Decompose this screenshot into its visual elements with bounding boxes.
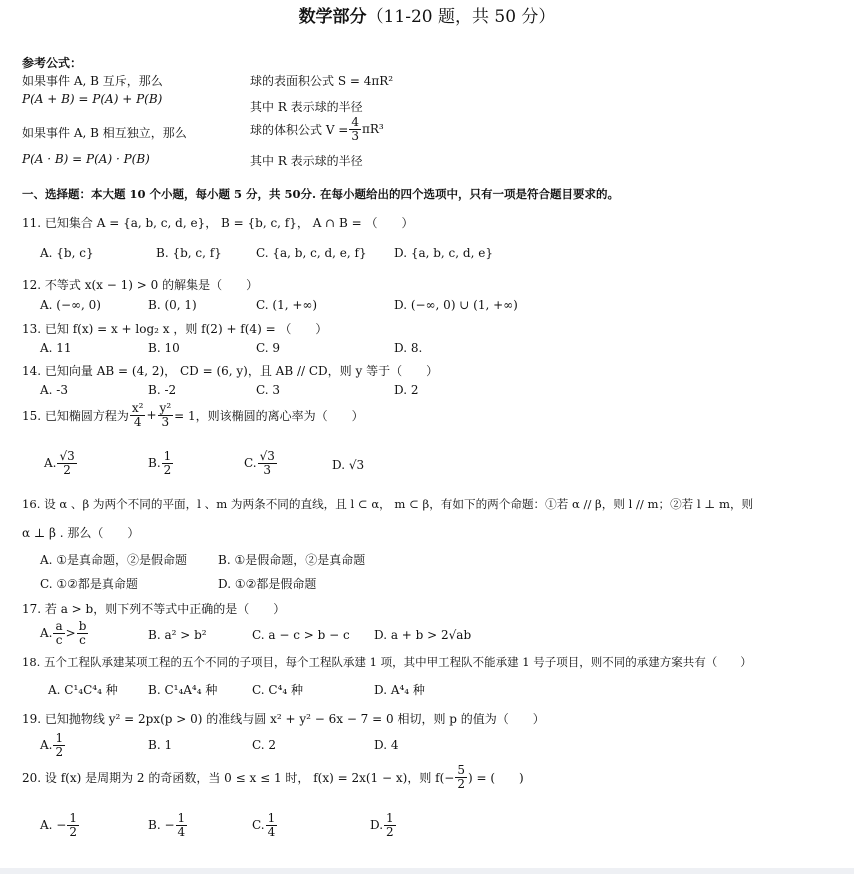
page-bottom-strip <box>0 868 854 874</box>
q18-option-a: A. C¹₄C⁴₄ 种 <box>48 683 118 697</box>
q20-option-a: A. − $\frac{1}{2}$ <box>40 811 77 839</box>
title-main: 数学部分 <box>298 7 367 27</box>
section-heading: 一、选择题：本大题 10 个小题，每小题 5 分，共 50分. 在每小题给出的四个选项中，只有一项是符合题目要求的。 <box>22 187 620 201</box>
q19-option-b: B. 1 <box>148 738 173 752</box>
formula-independent: P(A · B) = P(A) · P(B) <box>22 152 150 166</box>
q17-option-b: B. a² > b² <box>148 628 207 642</box>
q18-option-b: B. C¹₄A⁴₄ 种 <box>148 683 218 697</box>
volume-fraction: $\frac{4}{3}$ <box>351 115 359 143</box>
q11-option-d: D. {a, b, c, d, e} <box>394 246 493 260</box>
q15-y-fraction: $\frac{\text{y²}}{3}$ <box>159 401 172 429</box>
q15-option-a: A. $\frac{√3}{2}$ <box>44 449 75 477</box>
q18-stem: 18. 五个工程队承建某项工程的五个不同的子项目，每个工程队承建 1 项，其中甲工程队不能承建 1 号子项目，则不同的承建方案共有（ ） <box>22 655 752 669</box>
formula-sphere-volume: 球的体积公式 V = $\frac{4}{3}$ πR³ <box>250 115 384 143</box>
q14-option-d: D. 2 <box>394 383 419 397</box>
q15-option-c: C. $\frac{√3}{3}$ <box>244 449 275 477</box>
q11-stem: 11. 已知集合 A = {a, b, c, d, e}， B = {b, c, f}， A ∩ B = （ ） <box>22 216 414 230</box>
formula-independent-condition: 如果事件 A, B 相互独立，那么 <box>22 126 187 140</box>
q13-option-d: D. 8. <box>394 341 423 355</box>
q20-option-c: C. $\frac{1}{4}$ <box>252 811 276 839</box>
q15-stem: 15. 已知椭圆方程为 $\frac{\text{x²}}{4}$ + $\frac{\text{y²}}{3}$ = 1，则该椭圆的离心率为（ ） <box>22 401 364 429</box>
q13-option-a: A. 11 <box>40 341 72 355</box>
q12-option-b: B. (0, 1) <box>148 298 197 312</box>
q20-option-d: D. $\frac{1}{2}$ <box>370 811 394 839</box>
q19-option-d: D. 4 <box>374 738 399 752</box>
q16-stem-line2: α ⊥ β . 那么（ ） <box>22 526 140 540</box>
q20-option-b: B. − $\frac{1}{4}$ <box>148 811 186 839</box>
formula-sphere-area: 球的表面积公式 S = 4πR² <box>250 74 394 88</box>
page-title <box>0 2 854 27</box>
q11-option-c: C. {a, b, c, d, e, f} <box>256 246 367 260</box>
q11-option-b: B. {b, c, f} <box>156 246 222 260</box>
q16-option-b: B. ①是假命题，②是真命题 <box>218 553 366 567</box>
formula-mutex-condition: 如果事件 A, B 互斥，那么 <box>22 74 163 88</box>
q13-option-b: B. 10 <box>148 341 180 355</box>
q15-x-fraction: $\frac{\text{x²}}{4}$ <box>131 401 144 429</box>
q15-option-b: B. $\frac{1}{2}$ <box>148 449 172 477</box>
q19-option-c: C. 2 <box>252 738 277 752</box>
q14-stem: 14. 已知向量 AB = (4, 2)， CD = (6, y)，且 AB // CD，则 y 等于（ ） <box>22 364 439 378</box>
q16-option-d: D. ①②都是假命题 <box>218 577 317 591</box>
formula-radius-note-2: 其中 R 表示球的半径 <box>250 154 363 168</box>
q12-option-a: A. (−∞, 0) <box>40 298 101 312</box>
q14-option-b: B. -2 <box>148 383 177 397</box>
q17-option-c: C. a − c > b − c <box>252 628 350 642</box>
q19-stem: 19. 已知抛物线 y² = 2px(p > 0) 的准线与圆 x² + y² − 6x − 7 = 0 相切，则 p 的值为（ ） <box>22 712 545 726</box>
formulas-heading: 参考公式： <box>22 56 83 70</box>
q12-stem: 12. 不等式 x(x − 1) > 0 的解集是（ ） <box>22 278 259 292</box>
q17-option-d: D. a + b > 2√ab <box>374 628 472 642</box>
q16-stem-line1: 16. 设 α 、β 为两个不同的平面，l 、m 为两条不同的直线，且 l ⊂ α， m ⊂ β，有如下的两个命题：①若 α // β，则 l // m；②若 l ⊥ m，则 <box>22 497 754 511</box>
title-sub: （11-20 题，共 50 分） <box>366 7 556 27</box>
q19-option-a: A. $\frac{1}{2}$ <box>40 731 64 759</box>
q17-option-a: A. $\frac{a}{c}$ > $\frac{b}{c}$ <box>40 619 87 647</box>
formula-mutex: P(A + B) = P(A) + P(B) <box>22 92 163 106</box>
q14-option-c: C. 3 <box>256 383 281 397</box>
q20-stem: 20. 设 f(x) 是周期为 2 的奇函数，当 0 ≤ x ≤ 1 时， f(x) = 2x(1 − x)，则 f(− $\frac{5}{2}$ ) = ( ) <box>22 763 524 791</box>
q12-option-d: D. (−∞, 0) ∪ (1, +∞) <box>394 298 518 312</box>
q12-option-c: C. (1, +∞) <box>256 298 318 312</box>
q14-option-a: A. -3 <box>40 383 68 397</box>
q15-option-d: D. √3 <box>332 458 365 472</box>
q18-option-d: D. A⁴₄ 种 <box>374 683 425 697</box>
q13-option-c: C. 9 <box>256 341 281 355</box>
q18-option-c: C. C⁴₄ 种 <box>252 683 304 697</box>
formula-radius-note-1: 其中 R 表示球的半径 <box>250 100 363 114</box>
q13-stem: 13. 已知 f(x) = x + log₂ x ，则 f(2) + f(4) = （ ） <box>22 322 328 336</box>
q16-option-c: C. ①②都是真命题 <box>40 577 138 591</box>
q16-option-a: A. ①是真命题，②是假命题 <box>40 553 188 567</box>
q11-option-a: A. {b, c} <box>40 246 94 260</box>
q17-stem: 17. 若 a > b，则下列不等式中正确的是（ ） <box>22 602 286 616</box>
